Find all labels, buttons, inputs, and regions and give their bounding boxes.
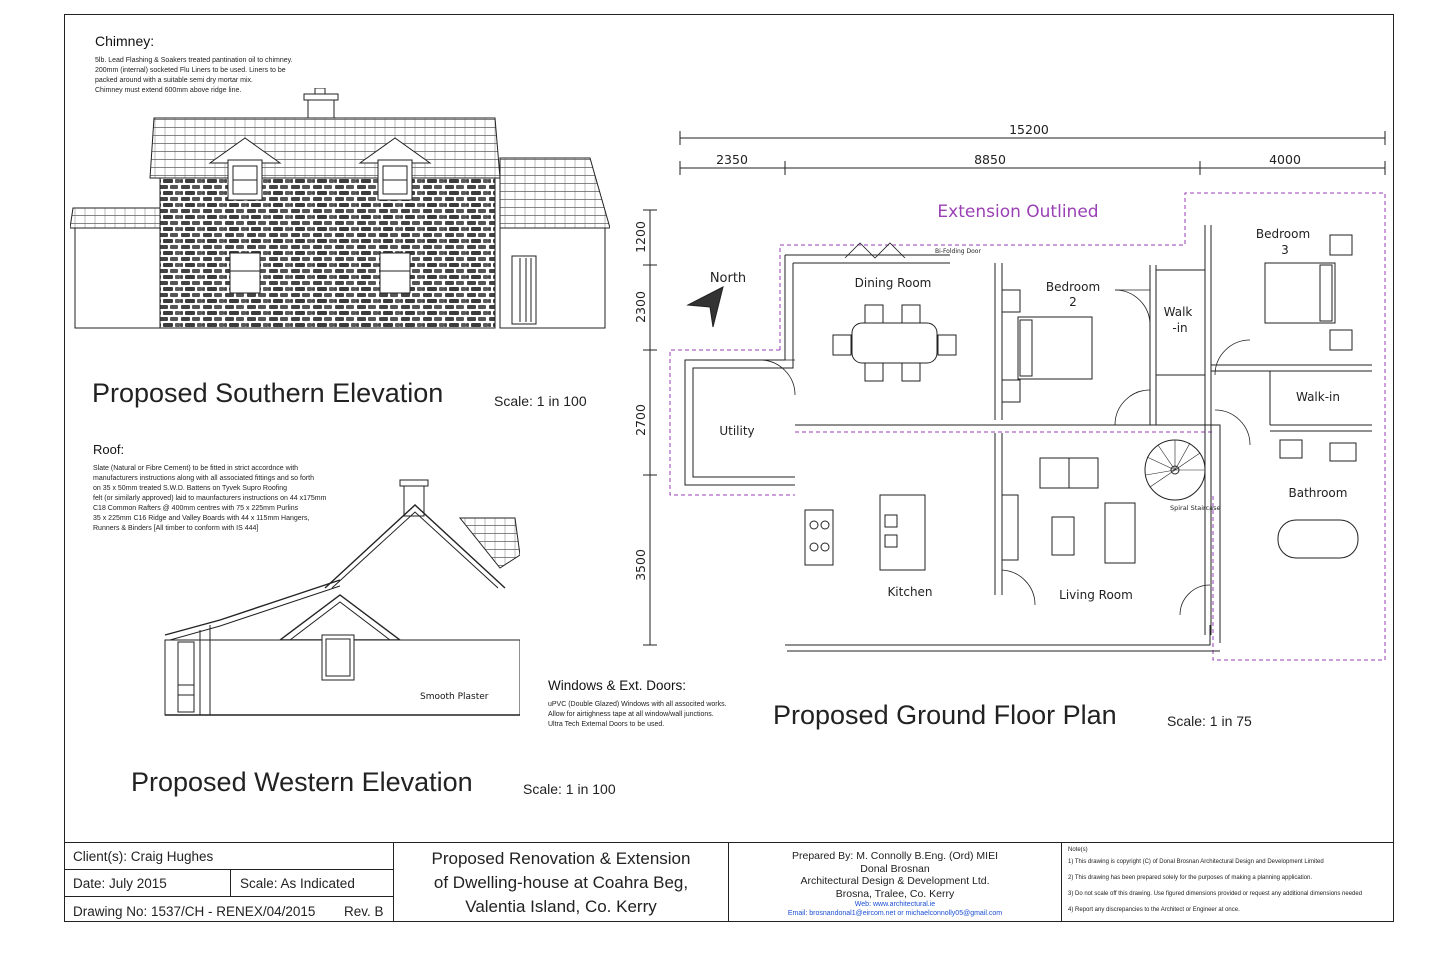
prepared-by-line: Prepared By: M. Connolly B.Eng. (Ord) MIEI (792, 850, 998, 862)
project-title-line: Proposed Renovation & Extension (431, 849, 691, 868)
room-label-walk-in-1-suffix: -in (1172, 321, 1188, 335)
notes-heading: Note(s) (1068, 847, 1088, 853)
project-title-cell (394, 842, 729, 922)
dimension-side-4: 3500 (633, 549, 648, 581)
chimney-note-line: packed around with a suitable semi dry mortar mix. (95, 77, 253, 84)
scale-cell (231, 870, 394, 897)
room-label-bedroom-3: Bedroom (1255, 227, 1311, 241)
note-item: 1) This drawing is copyright (C) of Donal Brosnan Architectural Design and Development Limited (1068, 859, 1324, 865)
room-label-kitchen: Kitchen (887, 585, 933, 599)
windows-note-line: Ultra Tech External Doors to be used. (548, 721, 665, 728)
client-name: Client(s): Craig Hughes (73, 849, 214, 864)
room-label-bedroom-2: Bedroom (1045, 280, 1101, 294)
drawing-number-cell (64, 897, 394, 923)
ground-floor-plan-title: Proposed Ground Floor Plan (773, 700, 1117, 730)
dimension-top-1: 2350 (716, 152, 748, 167)
chimney-note-heading: Chimney: (95, 33, 155, 49)
southern-elevation-drawing (70, 88, 610, 338)
chimney-note-line: 5lb. Lead Flashing & Soakers treated pantination oil to chimney. (95, 57, 293, 64)
dimension-side-3: 2700 (633, 404, 648, 436)
title-block (64, 842, 1394, 922)
room-label-utility: Utility (719, 424, 755, 438)
southern-elevation-title: Proposed Southern Elevation (92, 378, 444, 408)
western-elevation-drawing (160, 470, 520, 720)
extension-outlined-label: Extension Outlined (937, 202, 1099, 222)
note-item: 2) This drawing has been prepared solely for the purposes of making a planning application. (1068, 875, 1313, 881)
title-block-info (64, 842, 394, 922)
room-label-walk-in-1: Walk (1163, 305, 1193, 319)
prepared-by-line: Architectural Design & Development Ltd. (800, 875, 990, 887)
room-label-walk-in-2: Walk-in (1295, 390, 1341, 404)
north-label: North (709, 271, 747, 286)
email-link[interactable]: Email: brosnandonal1@eircom.net or michaelconnolly05@gmail.com (787, 910, 1003, 917)
roof-note-line: on 35 x 50mm treated S.W.D. Battens on Tyvek Supro Roofing (93, 485, 288, 492)
prepared-by-line: Donal Brosnan (860, 862, 930, 875)
roof-note-line: 35 x 225mm C16 Ridge and Valley Boards with 44 x 115mm Hangers, (93, 515, 310, 522)
roof-note-line: manufacturers instructions along with all associated fittings and so forth (93, 475, 315, 482)
drawing-date: Date: July 2015 (73, 876, 167, 891)
dimension-side-1: 1200 (633, 221, 648, 253)
project-title-line: of Dwelling-house at Coahra Beg, (433, 873, 689, 892)
windows-note-line: Allow for airtighness tape at all window/wall junctions. (548, 711, 714, 718)
ground-floor-plan-scale: Scale: 1 in 75 (1167, 713, 1252, 729)
dimension-overall: 15200 (1009, 122, 1049, 137)
project-title-line: Valentia Island, Co. Kerry (465, 897, 657, 916)
windows-note-line: uPVC (Double Glazed) Windows with all associted works. (548, 701, 727, 708)
roof-note-line: C18 Common Rafters @ 400mm centres with 75 x 225mm Purlins (93, 505, 299, 512)
dimension-top-2: 8850 (974, 152, 1006, 167)
chimney-note-line: 200mm (internal) socketed Flu Liners to be used. Liners to be (95, 67, 286, 74)
smooth-plaster-label: Smooth Plaster (420, 692, 489, 702)
drawing-number: Drawing No: 1537/CH - RENEX/04/2015 (73, 904, 316, 919)
notes-cell (1062, 842, 1394, 922)
roof-note-line: felt (or similarly approved) laid to maunfacturers instructions on 44 x175mm (93, 495, 327, 502)
drawing-scale: Scale: As Indicated (240, 876, 355, 891)
dimension-side-2: 2300 (633, 291, 648, 323)
north-arrow-icon (688, 287, 723, 327)
room-label-bedroom-2-number: 2 (1069, 295, 1077, 309)
chimney-note-line: Chimney must extend 600mm above ridge line. (95, 87, 242, 94)
prepared-by-line: Brosna, Tralee, Co. Kerry (835, 887, 955, 900)
note-item: 3) Do not scale off this drawing. Use figured dimensions provided or request any additional dimensions needed (1068, 891, 1363, 897)
roof-note-heading: Roof: (93, 442, 125, 457)
roof-note-line: Runners & Binders [All timber to conform with IS 444] (93, 525, 259, 532)
dimension-top-3: 4000 (1269, 152, 1301, 167)
western-elevation-title: Proposed Western Elevation (131, 767, 473, 797)
windows-note-text (548, 700, 727, 730)
room-label-dining: Dining Room (854, 276, 932, 290)
roof-note-line: Slate (Natural or Fibre Cement) to be fitted in strict accordnce with (93, 465, 299, 472)
room-label-bedroom-3-number: 3 (1281, 243, 1289, 257)
room-label-bathroom: Bathroom (1288, 486, 1348, 500)
western-elevation-scale: Scale: 1 in 100 (523, 781, 616, 797)
bi-folding-door-label: Bi-Folding Door (935, 248, 981, 255)
date-cell (64, 870, 231, 897)
client-cell (64, 843, 394, 870)
ground-floor-plan (630, 115, 1390, 665)
southern-elevation-scale: Scale: 1 in 100 (494, 393, 587, 409)
spiral-staircase-label: Spiral Staircase (1170, 504, 1221, 512)
room-label-living: Living Room (1059, 588, 1133, 602)
web-link[interactable]: Web: www.architectural.ie (854, 901, 936, 908)
revision: Rev. B (344, 904, 384, 919)
note-item: 4) Report any discrepancies to the Architect or Engineer at once. (1068, 907, 1240, 913)
windows-note-heading: Windows & Ext. Doors: (548, 678, 687, 693)
prepared-by-cell (729, 842, 1062, 922)
